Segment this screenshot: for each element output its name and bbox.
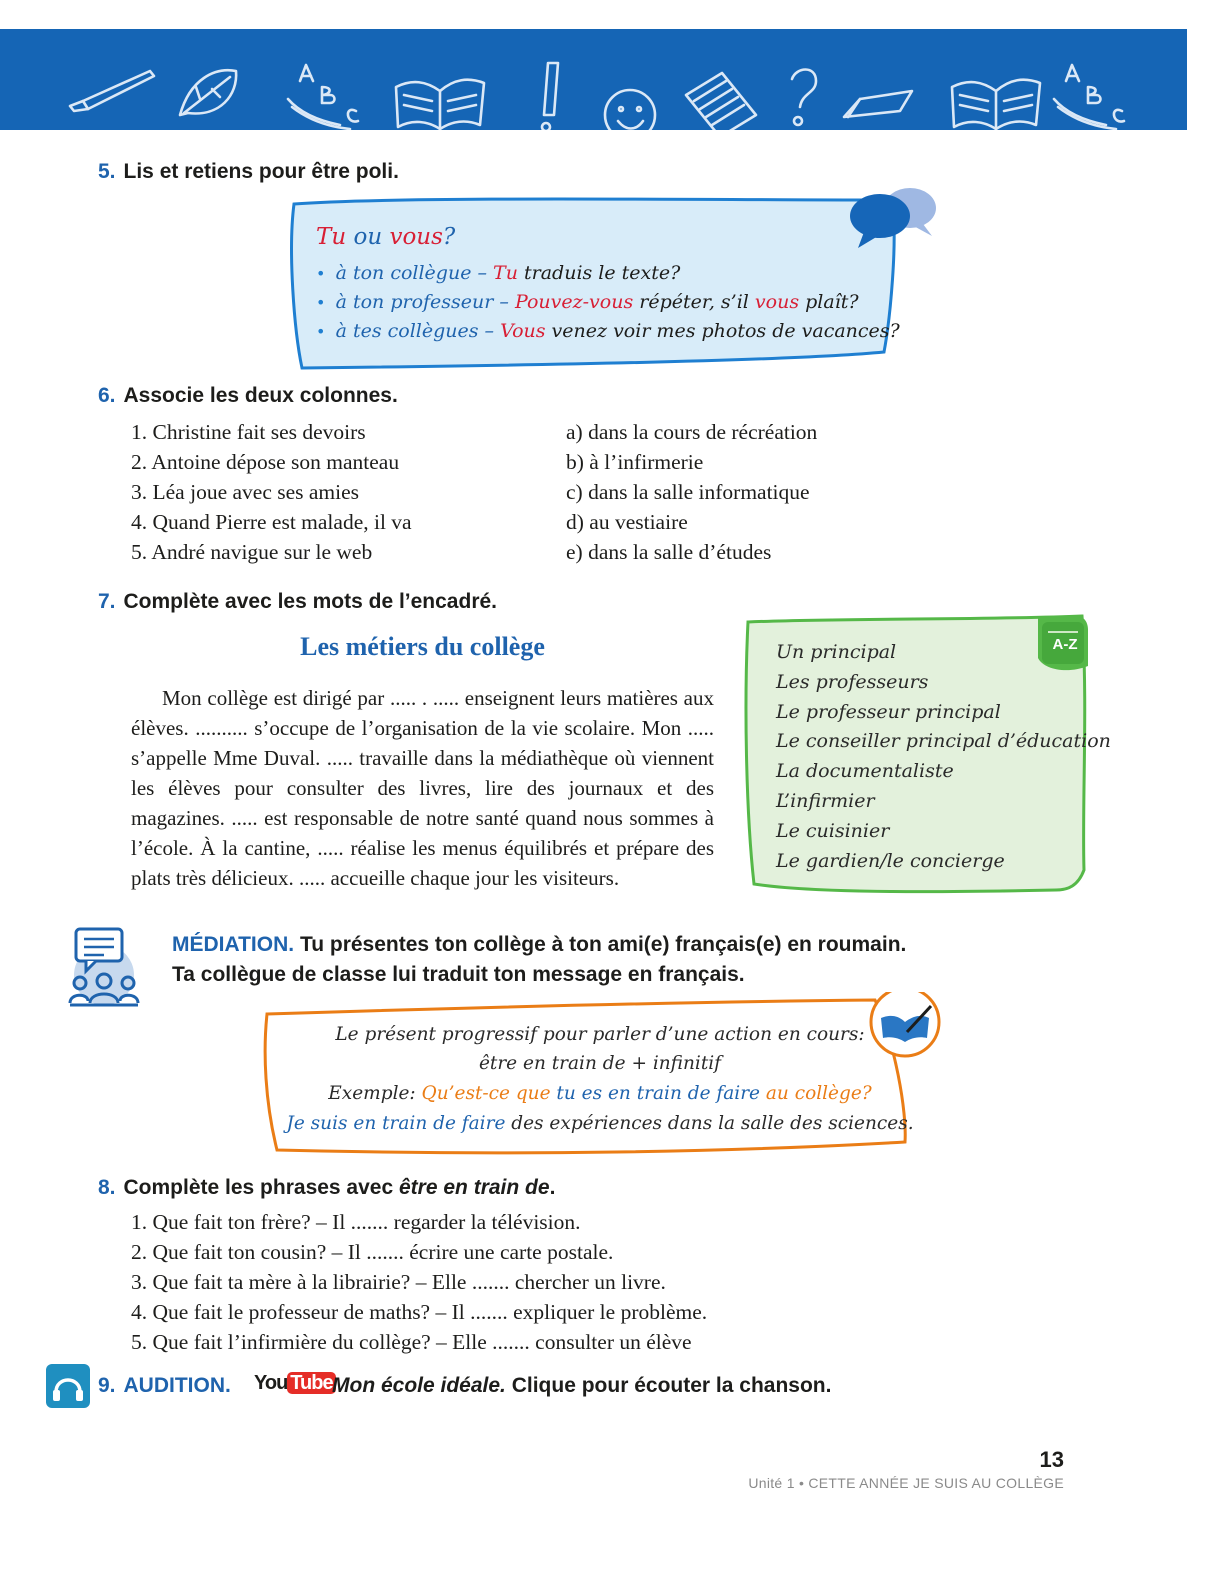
left-item: 4. Quand Pierre est malade, il va (131, 510, 412, 534)
right-item: b) à l’infirmerie (566, 450, 704, 474)
word-item: Le cuisinier (776, 820, 890, 842)
exercise-instruction: Complète avec les mots de l’encadré. (123, 590, 498, 613)
tu-word: Tu (316, 224, 347, 250)
exercise-instruction: Lis et retiens pour être poli. (123, 160, 399, 183)
list-item: 1. Que fait ton frère? – Il ....... regarder la télévision. (131, 1210, 581, 1234)
exercise-number: 8. (98, 1176, 116, 1199)
left-item: 2. Antoine dépose son manteau (131, 450, 400, 474)
mediation-line-1: MÉDIATION. Tu présentes ton collège à ton ami(e) français(e) en roumain. (172, 933, 907, 956)
exercise-8-title: 8. Complète les phrases avec être en train de. (98, 1176, 556, 1199)
header-banner (0, 29, 1187, 130)
list-item: 3. Que fait ta mère à la librairie? – Elle ....... chercher un livre. (131, 1270, 666, 1294)
open-book-icon-2 (952, 80, 1040, 129)
paragraph-text: Mon collège est dirigé par ..... . ..... enseignent leurs matières aux élèves. .......... s’occupe de l’organisation de la vie scolaire. Mon ..... s’appelle Mme Duval. ..... travaille dans la médiathèque où viennent les élèves pour consulter des livres, lire des journaux et des magazines. ..... est responsable de notre santé quand nous sommes à l’école. À la cantine, ..... réalise les menus équilibrés et prépare des plats très délicieux. ..... accueille chaque jour les visiteurs. (131, 686, 714, 890)
youtube-logo[interactable]: You Tube (254, 1372, 336, 1400)
grammar-rule: Le présent progressif pour parler d’une action en cours: (335, 1024, 865, 1045)
exercise-number: 7. (98, 590, 116, 613)
right-item: e) dans la salle d’études (566, 540, 772, 564)
grammar-answer: Je suis en train de faire des expériences dans la salle des sciences. (286, 1113, 914, 1134)
grammar-box (255, 992, 955, 1168)
question-mark: ? (442, 224, 456, 250)
paintbrush-icon (70, 71, 154, 111)
vous-word: vous (389, 224, 443, 250)
exercise-9-title (98, 1374, 231, 1398)
exercise-number: 9. (98, 1374, 116, 1397)
word-item: Le conseiller principal d’éducation (776, 730, 1111, 752)
list-item: 4. Que fait le professeur de maths? – Il ....... expliquer le problème. (131, 1300, 708, 1324)
list-item: • à tes collègues – Vous venez voir mes photos de vacances? (316, 320, 900, 342)
headphones-icon[interactable] (46, 1364, 90, 1408)
exercise-number: 6. (98, 384, 116, 407)
abc-letters-icon (288, 65, 358, 129)
unit-footer: Unité 1 • CETTE ANNÉE JE SUIS AU COLLÈGE (748, 1475, 1064, 1491)
ou-word: ou (346, 224, 390, 250)
audition-text: Mon école idéale. Clique pour écouter la chanson. (332, 1374, 832, 1397)
box-title (316, 224, 455, 250)
audition-label: AUDITION. (123, 1374, 231, 1397)
word-item: Le gardien/le concierge (776, 850, 1005, 872)
dictionary-badge: A-Z (1052, 636, 1078, 653)
mediation-label: MÉDIATION. (172, 933, 295, 956)
left-item: 3. Léa joue avec ses amies (131, 480, 360, 504)
grammar-formula: être en train de + infinitif (478, 1053, 722, 1074)
right-item: c) dans la salle informatique (566, 480, 810, 504)
exercise-number: 5. (98, 160, 116, 183)
song-title[interactable]: Mon école idéale. (332, 1374, 506, 1397)
exercise-instruction: Associe les deux colonnes. (123, 384, 398, 407)
word-item: L’infirmier (776, 790, 875, 812)
grammar-example: Exemple: Qu’est-ce que tu es en train de faire au collège? (328, 1083, 872, 1104)
word-item: La documentaliste (776, 760, 954, 782)
list-item: • à ton collègue – Tu traduis le texte? (316, 262, 681, 284)
notebook-icon (686, 73, 756, 130)
mediation-icon (64, 925, 142, 1007)
text-title: Les métiers du collège (300, 632, 545, 661)
reading-paragraph (131, 683, 714, 893)
left-item: 1. Christine fait ses devoirs (131, 420, 366, 444)
word-item: Un principal (776, 641, 897, 663)
exclamation-icon (542, 63, 558, 130)
mediation-line-2: Ta collègue de classe lui traduit ton message en français. (172, 963, 745, 986)
list-item: 2. Que fait ton cousin? – Il ....... écrire une carte postale. (131, 1240, 614, 1264)
page-number: 13 (1039, 1447, 1064, 1472)
right-item: a) dans la cours de récréation (566, 420, 818, 444)
word-item: Les professeurs (776, 671, 929, 693)
list-item: 5. Que fait l’infirmière du collège? – Elle ....... consulter un élève (131, 1330, 692, 1354)
question-mark-icon (792, 70, 816, 126)
smiley-icon (605, 90, 655, 130)
list-item: • à ton professeur – Pouvez-vous répéter, s’il vous plaît? (316, 291, 859, 313)
abc-letters-icon-2 (1054, 65, 1124, 129)
left-item: 5. André navigue sur le web (131, 540, 373, 564)
eraser-icon (844, 91, 912, 117)
right-item: d) au vestiaire (566, 510, 688, 534)
open-book-icon (396, 80, 484, 129)
exercise-7-title (98, 590, 497, 614)
word-item: Le professeur principal (776, 701, 1001, 723)
leaf-icon (180, 70, 236, 115)
exercise-6-title (98, 384, 398, 408)
